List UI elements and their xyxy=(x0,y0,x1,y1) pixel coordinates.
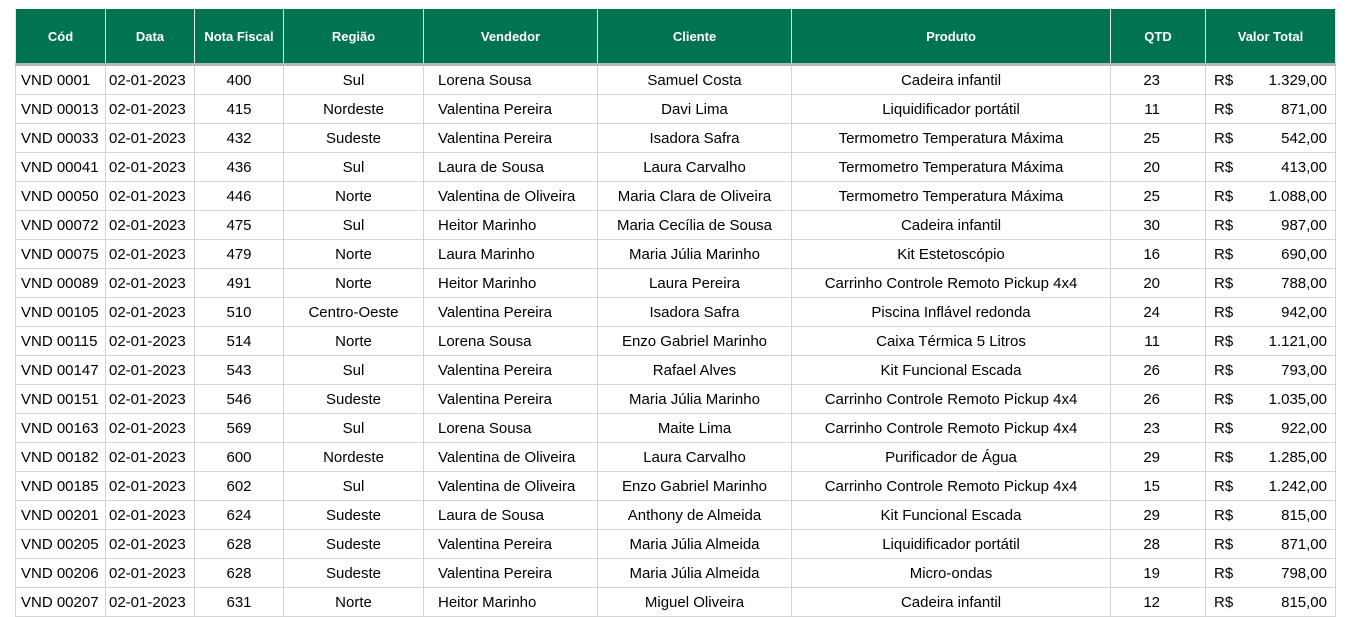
currency-symbol: R$ xyxy=(1214,71,1234,89)
cell-produto[interactable]: Termometro Temperatura Máxima xyxy=(792,124,1111,153)
cell-valor-total[interactable] xyxy=(1206,95,1336,124)
cell-vendedor[interactable]: Lorena Sousa xyxy=(424,65,598,95)
cell-cod[interactable]: VND 00050 xyxy=(16,182,106,211)
cell-cliente[interactable]: Laura Carvalho xyxy=(598,443,792,472)
table-row xyxy=(16,588,1336,617)
cell-cliente[interactable]: Maria Cecília de Sousa xyxy=(598,211,792,240)
cell-cod[interactable]: VND 00151 xyxy=(16,385,106,414)
currency-symbol: R$ xyxy=(1214,216,1234,234)
cell-cod[interactable]: VND 00205 xyxy=(16,530,106,559)
cell-regiao[interactable]: Sudeste xyxy=(284,559,424,588)
cell-cliente[interactable]: Miguel Oliveira xyxy=(598,588,792,617)
cell-cliente[interactable]: Maria Júlia Almeida xyxy=(598,530,792,559)
cell-regiao[interactable]: Sudeste xyxy=(284,124,424,153)
cell-data[interactable]: 02-01-2023 xyxy=(106,240,195,269)
cell-vendedor[interactable]: Valentina Pereira xyxy=(424,298,598,327)
cell-data[interactable]: 02-01-2023 xyxy=(106,530,195,559)
amount-value: 871,00 xyxy=(1281,535,1327,553)
cell-cliente[interactable]: Maria Júlia Marinho xyxy=(598,240,792,269)
currency-symbol: R$ xyxy=(1214,100,1234,118)
cell-nota-fiscal[interactable]: 446 xyxy=(195,182,284,211)
currency-symbol: R$ xyxy=(1214,129,1234,147)
header-valor-total[interactable]: Valor Total xyxy=(1206,9,1336,65)
cell-qtd[interactable]: 23 xyxy=(1111,414,1206,443)
table-row xyxy=(16,95,1336,124)
cell-cliente[interactable]: Isadora Safra xyxy=(598,124,792,153)
table-row xyxy=(16,269,1336,298)
cell-produto[interactable]: Purificador de Água xyxy=(792,443,1111,472)
cell-valor-total[interactable] xyxy=(1206,588,1336,617)
cell-valor-total[interactable] xyxy=(1206,559,1336,588)
cell-produto[interactable]: Caixa Térmica 5 Litros xyxy=(792,327,1111,356)
cell-vendedor[interactable]: Valentina de Oliveira xyxy=(424,472,598,501)
cell-qtd[interactable]: 11 xyxy=(1111,327,1206,356)
cell-nota-fiscal[interactable]: 600 xyxy=(195,443,284,472)
amount-value: 690,00 xyxy=(1281,245,1327,263)
cell-cod[interactable]: VND 00206 xyxy=(16,559,106,588)
cell-valor-total[interactable] xyxy=(1206,327,1336,356)
amount-value: 815,00 xyxy=(1281,593,1327,611)
cell-nota-fiscal[interactable]: 628 xyxy=(195,559,284,588)
currency-symbol: R$ xyxy=(1214,158,1234,176)
cell-qtd[interactable]: 16 xyxy=(1111,240,1206,269)
cell-data[interactable]: 02-01-2023 xyxy=(106,211,195,240)
table-row xyxy=(16,65,1336,95)
cell-data[interactable]: 02-01-2023 xyxy=(106,95,195,124)
cell-vendedor[interactable]: Valentina Pereira xyxy=(424,356,598,385)
cell-cliente[interactable]: Maite Lima xyxy=(598,414,792,443)
cell-produto[interactable]: Micro-ondas xyxy=(792,559,1111,588)
amount-value: 942,00 xyxy=(1281,303,1327,321)
cell-qtd[interactable]: 12 xyxy=(1111,588,1206,617)
cell-nota-fiscal[interactable]: 415 xyxy=(195,95,284,124)
amount-value: 871,00 xyxy=(1281,100,1327,118)
cell-data[interactable]: 02-01-2023 xyxy=(106,501,195,530)
currency-symbol: R$ xyxy=(1214,187,1234,205)
cell-regiao[interactable]: Nordeste xyxy=(284,443,424,472)
amount-value: 1.329,00 xyxy=(1268,71,1327,89)
cell-valor-total[interactable] xyxy=(1206,356,1336,385)
cell-data[interactable]: 02-01-2023 xyxy=(106,269,195,298)
cell-valor-total[interactable] xyxy=(1206,443,1336,472)
cell-produto[interactable]: Liquidificador portátil xyxy=(792,530,1111,559)
cell-nota-fiscal[interactable]: 628 xyxy=(195,530,284,559)
cell-regiao[interactable]: Sul xyxy=(284,472,424,501)
cell-qtd[interactable]: 20 xyxy=(1111,153,1206,182)
cell-produto[interactable]: Carrinho Controle Remoto Pickup 4x4 xyxy=(792,385,1111,414)
cell-produto[interactable]: Liquidificador portátil xyxy=(792,95,1111,124)
cell-produto[interactable]: Termometro Temperatura Máxima xyxy=(792,153,1111,182)
cell-cod[interactable]: VND 00072 xyxy=(16,211,106,240)
currency-symbol: R$ xyxy=(1214,419,1234,437)
cell-cod[interactable]: VND 00115 xyxy=(16,327,106,356)
cell-valor-total[interactable] xyxy=(1206,65,1336,95)
cell-cod[interactable]: VND 00013 xyxy=(16,95,106,124)
header-qtd[interactable]: QTD xyxy=(1111,9,1206,65)
cell-vendedor[interactable]: Valentina Pereira xyxy=(424,530,598,559)
cell-cliente[interactable]: Laura Pereira xyxy=(598,269,792,298)
amount-value: 922,00 xyxy=(1281,419,1327,437)
cell-cod[interactable]: VND 00185 xyxy=(16,472,106,501)
cell-regiao[interactable]: Sul xyxy=(284,153,424,182)
cell-cod[interactable]: VND 00033 xyxy=(16,124,106,153)
currency-symbol: R$ xyxy=(1214,390,1234,408)
cell-cliente[interactable]: Rafael Alves xyxy=(598,356,792,385)
cell-qtd[interactable]: 26 xyxy=(1111,385,1206,414)
amount-value: 788,00 xyxy=(1281,274,1327,292)
header-nota-fiscal[interactable]: Nota Fiscal xyxy=(195,9,284,65)
cell-produto[interactable]: Kit Funcional Escada xyxy=(792,356,1111,385)
cell-valor-total[interactable] xyxy=(1206,182,1336,211)
cell-cliente[interactable]: Davi Lima xyxy=(598,95,792,124)
cell-regiao[interactable]: Sul xyxy=(284,414,424,443)
cell-data[interactable]: 02-01-2023 xyxy=(106,588,195,617)
cell-cliente[interactable]: Isadora Safra xyxy=(598,298,792,327)
currency-symbol: R$ xyxy=(1214,332,1234,350)
cell-regiao[interactable]: Norte xyxy=(284,588,424,617)
cell-data[interactable]: 02-01-2023 xyxy=(106,327,195,356)
cell-vendedor[interactable]: Valentina Pereira xyxy=(424,385,598,414)
cell-produto[interactable]: Carrinho Controle Remoto Pickup 4x4 xyxy=(792,269,1111,298)
cell-cliente[interactable]: Maria Júlia Marinho xyxy=(598,385,792,414)
amount-value: 1.035,00 xyxy=(1268,390,1327,408)
cell-vendedor[interactable]: Heitor Marinho xyxy=(424,588,598,617)
cell-regiao[interactable]: Norte xyxy=(284,240,424,269)
cell-qtd[interactable]: 24 xyxy=(1111,298,1206,327)
amount-value: 798,00 xyxy=(1281,564,1327,582)
cell-cod[interactable]: VND 00163 xyxy=(16,414,106,443)
cell-data[interactable]: 02-01-2023 xyxy=(106,298,195,327)
header-vendedor[interactable]: Vendedor xyxy=(424,9,598,65)
cell-data[interactable]: 02-01-2023 xyxy=(106,385,195,414)
cell-produto[interactable]: Cadeira infantil xyxy=(792,211,1111,240)
header-data[interactable]: Data xyxy=(106,9,195,65)
cell-cod[interactable]: VND 00201 xyxy=(16,501,106,530)
table-row xyxy=(16,298,1336,327)
cell-qtd[interactable]: 25 xyxy=(1111,124,1206,153)
currency-symbol: R$ xyxy=(1214,361,1234,379)
cell-valor-total[interactable] xyxy=(1206,153,1336,182)
cell-cod[interactable]: VND 00105 xyxy=(16,298,106,327)
cell-regiao[interactable]: Nordeste xyxy=(284,95,424,124)
cell-regiao[interactable]: Centro-Oeste xyxy=(284,298,424,327)
cell-valor-total[interactable] xyxy=(1206,472,1336,501)
cell-regiao[interactable]: Sudeste xyxy=(284,530,424,559)
table-row xyxy=(16,153,1336,182)
amount-value: 793,00 xyxy=(1281,361,1327,379)
cell-cliente[interactable]: Enzo Gabriel Marinho xyxy=(598,472,792,501)
header-regiao[interactable]: Região xyxy=(284,9,424,65)
cell-data[interactable]: 02-01-2023 xyxy=(106,153,195,182)
cell-data[interactable]: 02-01-2023 xyxy=(106,559,195,588)
table-row xyxy=(16,327,1336,356)
cell-cliente[interactable]: Maria Júlia Almeida xyxy=(598,559,792,588)
currency-symbol: R$ xyxy=(1214,245,1234,263)
table-row xyxy=(16,211,1336,240)
cell-data[interactable]: 02-01-2023 xyxy=(106,356,195,385)
currency-symbol: R$ xyxy=(1214,506,1234,524)
cell-produto[interactable]: Kit Funcional Escada xyxy=(792,501,1111,530)
cell-vendedor[interactable]: Laura de Sousa xyxy=(424,501,598,530)
cell-qtd[interactable]: 20 xyxy=(1111,269,1206,298)
cell-cliente[interactable]: Laura Carvalho xyxy=(598,153,792,182)
cell-qtd[interactable]: 29 xyxy=(1111,443,1206,472)
table-row xyxy=(16,124,1336,153)
cell-vendedor[interactable]: Valentina Pereira xyxy=(424,124,598,153)
cell-qtd[interactable]: 23 xyxy=(1111,65,1206,95)
currency-symbol: R$ xyxy=(1214,593,1234,611)
cell-vendedor[interactable]: Laura Marinho xyxy=(424,240,598,269)
cell-produto[interactable]: Carrinho Controle Remoto Pickup 4x4 xyxy=(792,472,1111,501)
cell-nota-fiscal[interactable]: 543 xyxy=(195,356,284,385)
cell-data[interactable]: 02-01-2023 xyxy=(106,414,195,443)
cell-data[interactable]: 02-01-2023 xyxy=(106,443,195,472)
cell-produto[interactable]: Cadeira infantil xyxy=(792,65,1111,95)
sales-spreadsheet xyxy=(15,9,1335,617)
cell-regiao[interactable]: Sudeste xyxy=(284,501,424,530)
currency-symbol: R$ xyxy=(1214,303,1234,321)
cell-valor-total[interactable] xyxy=(1206,530,1336,559)
cell-cliente[interactable]: Maria Clara de Oliveira xyxy=(598,182,792,211)
cell-cliente[interactable]: Anthony de Almeida xyxy=(598,501,792,530)
currency-symbol: R$ xyxy=(1214,448,1234,466)
table-body xyxy=(16,65,1336,617)
table-row xyxy=(16,414,1336,443)
cell-qtd[interactable]: 30 xyxy=(1111,211,1206,240)
cell-vendedor[interactable]: Lorena Sousa xyxy=(424,414,598,443)
cell-qtd[interactable]: 29 xyxy=(1111,501,1206,530)
cell-regiao[interactable]: Sul xyxy=(284,211,424,240)
table-row xyxy=(16,501,1336,530)
cell-qtd[interactable]: 19 xyxy=(1111,559,1206,588)
cell-vendedor[interactable]: Heitor Marinho xyxy=(424,269,598,298)
cell-nota-fiscal[interactable]: 602 xyxy=(195,472,284,501)
cell-valor-total[interactable] xyxy=(1206,124,1336,153)
cell-regiao[interactable]: Norte xyxy=(284,269,424,298)
cell-nota-fiscal[interactable]: 510 xyxy=(195,298,284,327)
cell-valor-total[interactable] xyxy=(1206,240,1336,269)
amount-value: 1.242,00 xyxy=(1268,477,1327,495)
cell-regiao[interactable]: Sul xyxy=(284,356,424,385)
cell-produto[interactable]: Piscina Inflável redonda xyxy=(792,298,1111,327)
cell-vendedor[interactable]: Valentina Pereira xyxy=(424,95,598,124)
cell-vendedor[interactable]: Lorena Sousa xyxy=(424,327,598,356)
cell-cliente[interactable]: Samuel Costa xyxy=(598,65,792,95)
cell-nota-fiscal[interactable]: 569 xyxy=(195,414,284,443)
table-row xyxy=(16,443,1336,472)
cell-valor-total[interactable] xyxy=(1206,269,1336,298)
cell-nota-fiscal[interactable]: 479 xyxy=(195,240,284,269)
cell-nota-fiscal[interactable]: 546 xyxy=(195,385,284,414)
sales-table xyxy=(15,9,1336,617)
cell-cod[interactable]: VND 00182 xyxy=(16,443,106,472)
amount-value: 1.088,00 xyxy=(1268,187,1327,205)
amount-value: 987,00 xyxy=(1281,216,1327,234)
cell-nota-fiscal[interactable]: 631 xyxy=(195,588,284,617)
table-row xyxy=(16,182,1336,211)
amount-value: 542,00 xyxy=(1281,129,1327,147)
amount-value: 1.121,00 xyxy=(1268,332,1327,350)
cell-qtd[interactable]: 25 xyxy=(1111,182,1206,211)
cell-cod[interactable]: VND 00041 xyxy=(16,153,106,182)
table-row xyxy=(16,240,1336,269)
currency-symbol: R$ xyxy=(1214,477,1234,495)
currency-symbol: R$ xyxy=(1214,564,1234,582)
cell-valor-total[interactable] xyxy=(1206,414,1336,443)
cell-vendedor[interactable]: Valentina de Oliveira xyxy=(424,443,598,472)
cell-cod[interactable]: VND 00147 xyxy=(16,356,106,385)
cell-valor-total[interactable] xyxy=(1206,385,1336,414)
cell-produto[interactable]: Kit Estetoscópio xyxy=(792,240,1111,269)
table-row xyxy=(16,356,1336,385)
table-row xyxy=(16,472,1336,501)
cell-produto[interactable]: Termometro Temperatura Máxima xyxy=(792,182,1111,211)
cell-produto[interactable]: Carrinho Controle Remoto Pickup 4x4 xyxy=(792,414,1111,443)
amount-value: 1.285,00 xyxy=(1268,448,1327,466)
cell-regiao[interactable]: Norte xyxy=(284,182,424,211)
cell-vendedor[interactable]: Valentina de Oliveira xyxy=(424,182,598,211)
cell-qtd[interactable]: 15 xyxy=(1111,472,1206,501)
cell-regiao[interactable]: Sudeste xyxy=(284,385,424,414)
cell-data[interactable]: 02-01-2023 xyxy=(106,65,195,95)
cell-valor-total[interactable] xyxy=(1206,298,1336,327)
cell-cod[interactable]: VND 00075 xyxy=(16,240,106,269)
cell-qtd[interactable]: 11 xyxy=(1111,95,1206,124)
header-cliente[interactable]: Cliente xyxy=(598,9,792,65)
cell-cliente[interactable]: Enzo Gabriel Marinho xyxy=(598,327,792,356)
cell-produto[interactable]: Cadeira infantil xyxy=(792,588,1111,617)
cell-cod[interactable]: VND 00089 xyxy=(16,269,106,298)
currency-symbol: R$ xyxy=(1214,535,1234,553)
header-produto[interactable]: Produto xyxy=(792,9,1111,65)
cell-data[interactable]: 02-01-2023 xyxy=(106,182,195,211)
cell-nota-fiscal[interactable]: 400 xyxy=(195,65,284,95)
table-row xyxy=(16,530,1336,559)
header-cod[interactable]: Cód xyxy=(16,9,106,65)
cell-nota-fiscal[interactable]: 514 xyxy=(195,327,284,356)
cell-nota-fiscal[interactable]: 475 xyxy=(195,211,284,240)
cell-qtd[interactable]: 28 xyxy=(1111,530,1206,559)
amount-value: 413,00 xyxy=(1281,158,1327,176)
cell-data[interactable]: 02-01-2023 xyxy=(106,472,195,501)
cell-regiao[interactable]: Sul xyxy=(284,65,424,95)
cell-valor-total[interactable] xyxy=(1206,211,1336,240)
cell-qtd[interactable]: 26 xyxy=(1111,356,1206,385)
table-row xyxy=(16,559,1336,588)
cell-cod[interactable]: VND 00207 xyxy=(16,588,106,617)
cell-nota-fiscal[interactable]: 432 xyxy=(195,124,284,153)
cell-valor-total[interactable] xyxy=(1206,501,1336,530)
currency-symbol: R$ xyxy=(1214,274,1234,292)
cell-nota-fiscal[interactable]: 436 xyxy=(195,153,284,182)
cell-regiao[interactable]: Norte xyxy=(284,327,424,356)
cell-vendedor[interactable]: Heitor Marinho xyxy=(424,211,598,240)
table-row xyxy=(16,385,1336,414)
cell-nota-fiscal[interactable]: 624 xyxy=(195,501,284,530)
amount-value: 815,00 xyxy=(1281,506,1327,524)
cell-vendedor[interactable]: Laura de Sousa xyxy=(424,153,598,182)
cell-cod[interactable]: VND 0001 xyxy=(16,65,106,95)
cell-data[interactable]: 02-01-2023 xyxy=(106,124,195,153)
header-row xyxy=(16,9,1336,65)
cell-nota-fiscal[interactable]: 491 xyxy=(195,269,284,298)
cell-vendedor[interactable]: Valentina Pereira xyxy=(424,559,598,588)
